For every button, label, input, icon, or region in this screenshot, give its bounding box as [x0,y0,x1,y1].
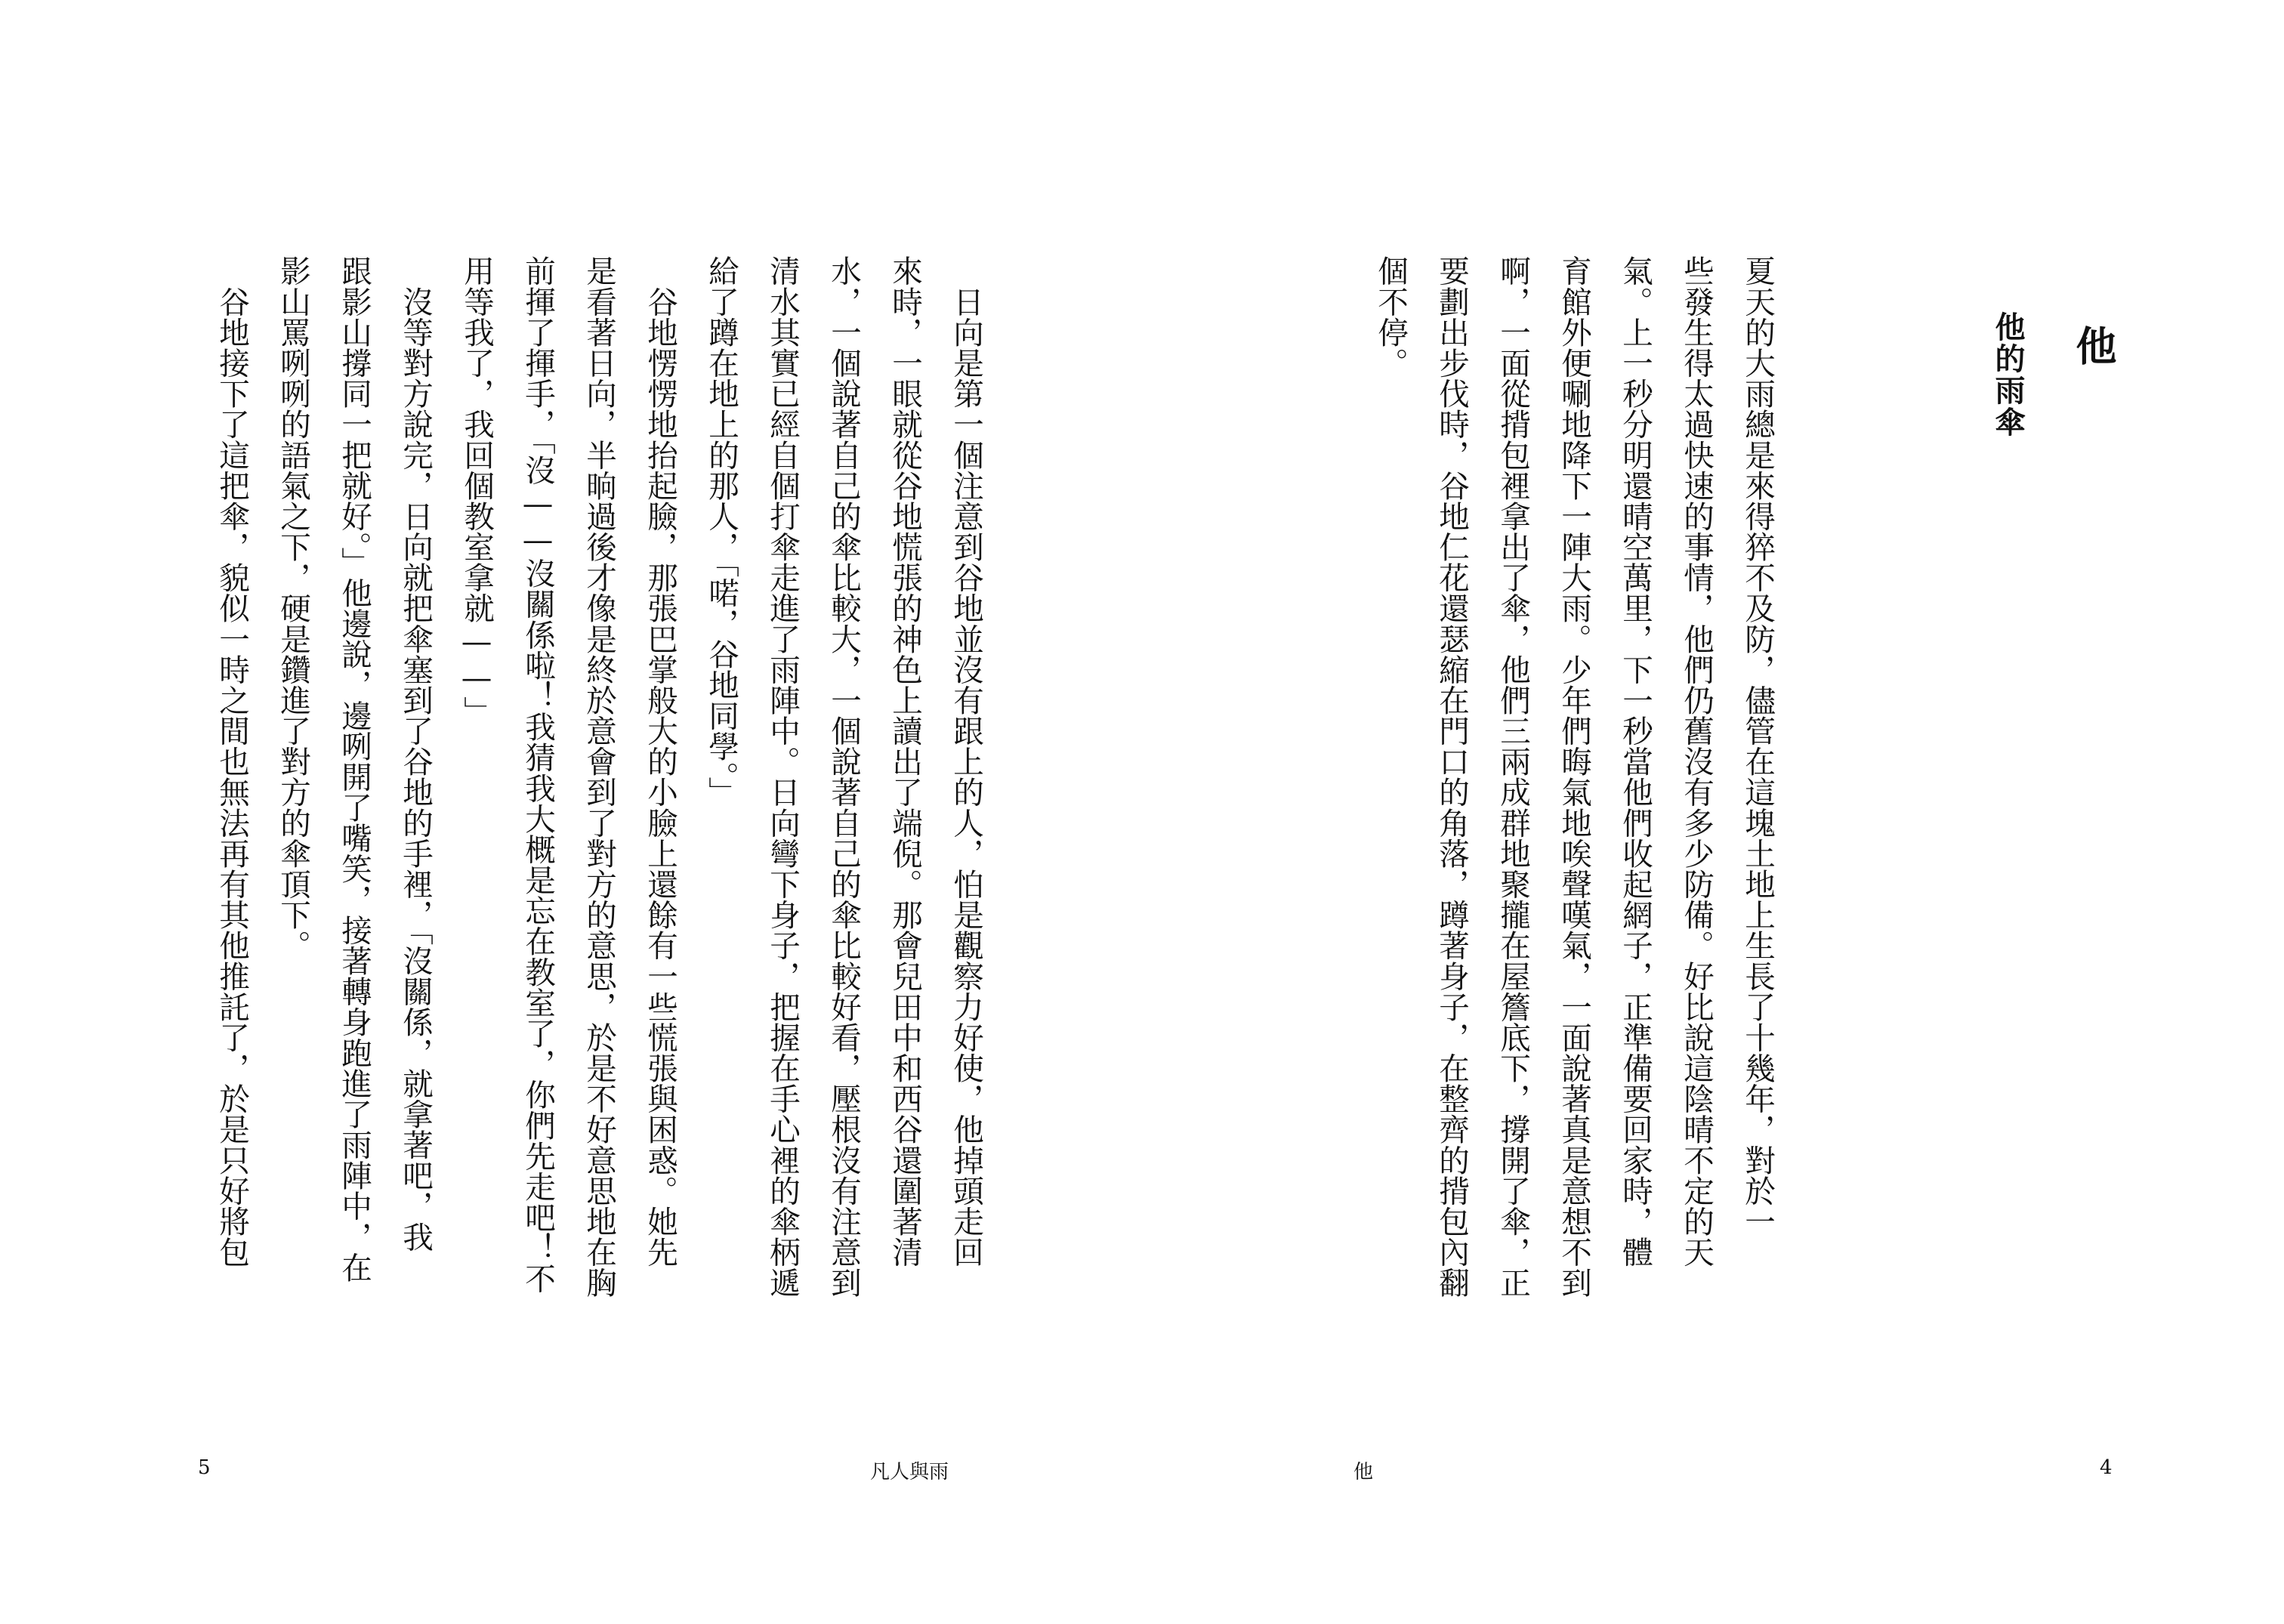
left-page-number: 5 [198,1456,211,1479]
chapter-subtitle: 他的雨傘 [1990,311,2026,438]
chapter-title: 他 [2069,325,2118,367]
right-page [1142,0,2284,1624]
right-page-running-title: 他 [1353,1461,1374,1484]
left-page-body-text: 日向是第一個注意到谷地並沒有跟上的人，怕是觀察力好使，他掉頭走回 來時，一眼就從谷地慌張的神色上讀出了端倪。那會兒田中和西谷還圍著清 水，一個說著自己的傘比較大，一個說著自己的傘比較好看，壓根沒有注意到 清水其實已經自個打傘走進了雨陣中。日向彎下身子，把握在手心裡的傘柄遞 給了蹲在地上的那人，「喏，谷地同學。」 谷地愣愣地抬起臉，那張巴掌般大的小臉上還餘有一些慌張與困惑。她先 是看著日向，半晌過後才像是終於意會到了對方的意思，於是不好意思地在胸 前揮了揮手，「沒——沒關係啦！我猜我大概是忘在教室了，你們先走吧！不 用等我了，我回個教室拿就——」 沒等對方說完，日向就把傘塞到了谷地的手裡，「沒關係，就拿著吧，我 跟影山撐同一把就好。」他邊說，邊咧開了嘴笑，接著轉身跑進了雨陣中，在 影山罵咧咧的語氣之下，硬是鑽進了對方的傘頂下。 谷地接下了這把傘，貌似一時之間也無法再有其他推託了，於是只好將包 [214,255,984,1298]
right-page-body-text: 夏天的大雨總是來得猝不及防，儘管在這塊土地上生長了十幾年，對於一 些發生得太過快速的事情，他們仍舊沒有多少防備。好比說這陰晴不定的天 氣。上一秒分明還晴空萬里，下一秒當他們收起網子，正準備要回家時，體 育館外便唰地降下一陣大雨。少年們晦氣地唉聲嘆氣，一面說著真是意想不到 啊，一面從揹包裡拿出了傘，他們三兩成群地聚攏在屋簷底下，撐開了傘，正 要劃出步伐時，谷地仁花還瑟縮在門口的角落，蹲著身子，在整齊的揹包內翻 個不停。 [1372,255,1776,1298]
right-page-number: 4 [2100,1456,2113,1479]
left-page-running-title: 凡人與雨 [870,1461,949,1484]
